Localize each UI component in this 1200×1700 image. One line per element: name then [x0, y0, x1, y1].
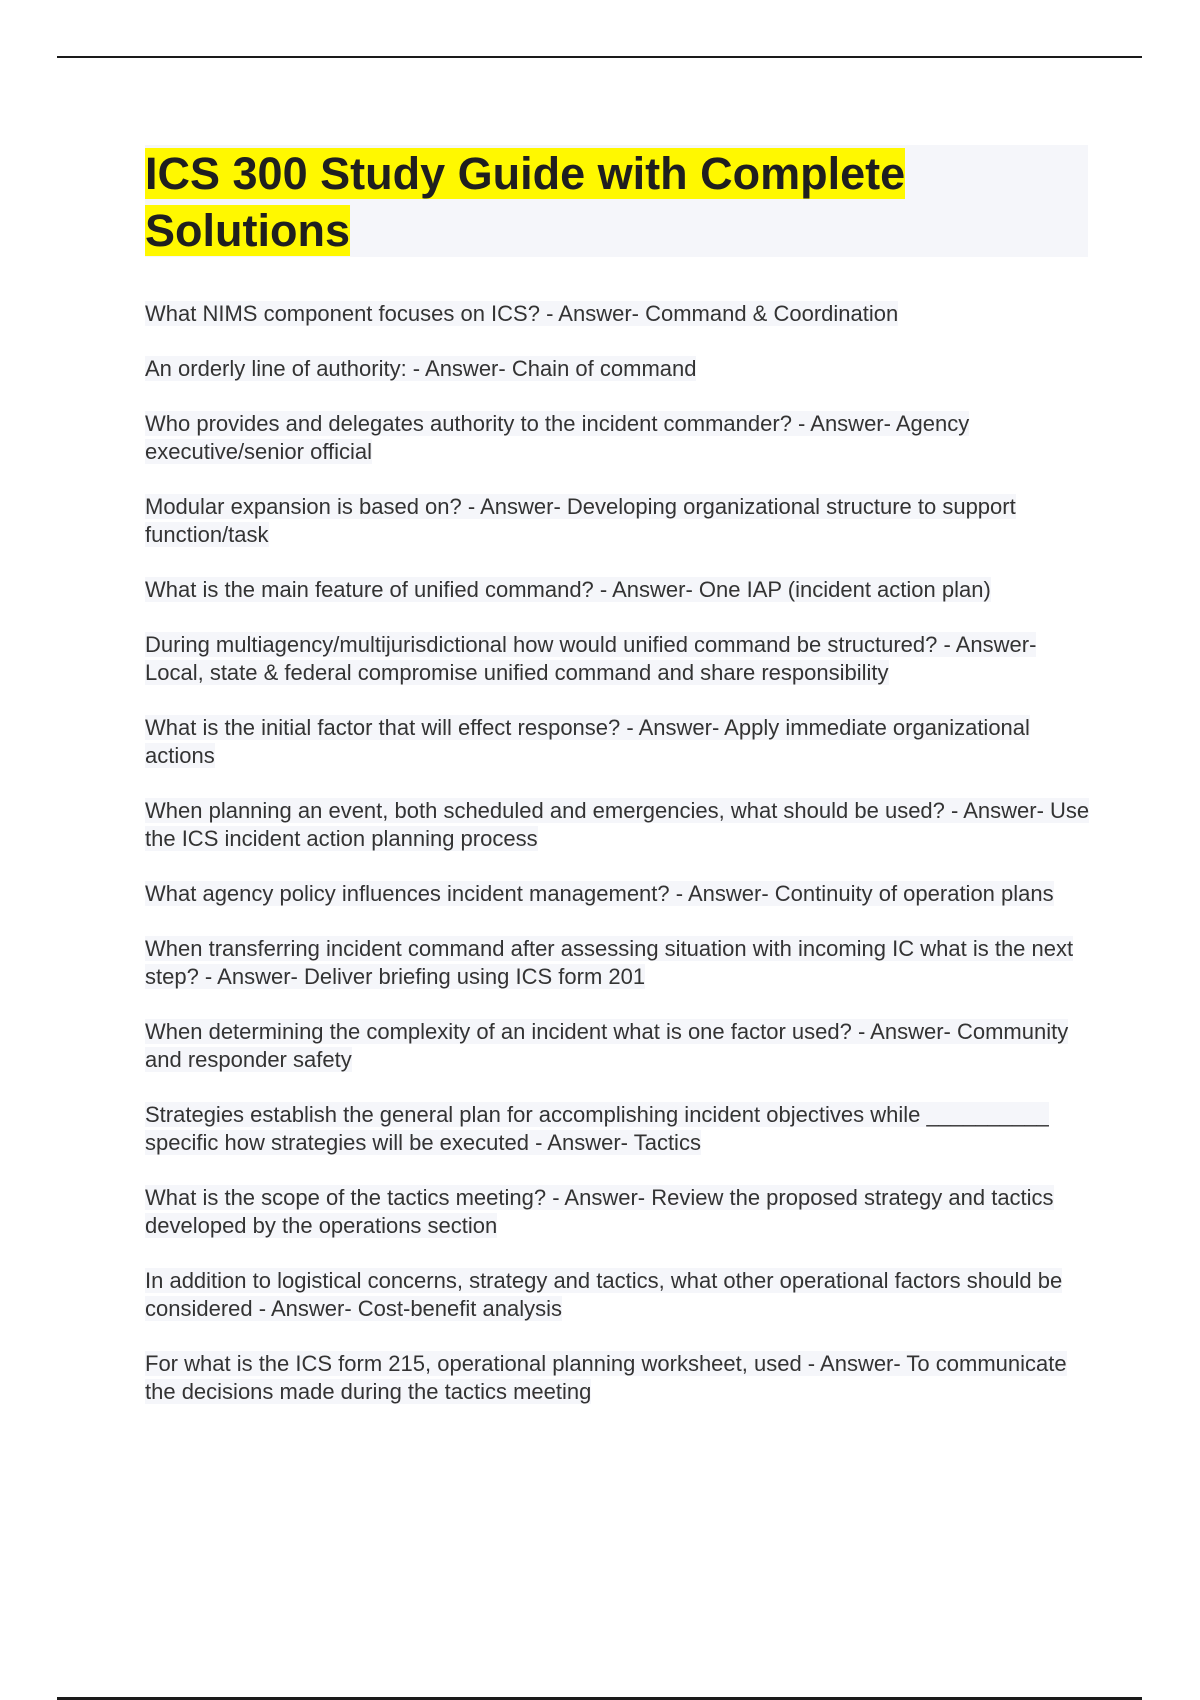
qa-item: During multiagency/multijurisdictional how would unified command be structured? - Answer- Local, state & federal compromise unified command and share responsibility	[145, 632, 1037, 685]
title-highlight: ICS 300 Study Guide with Complete Solutions	[145, 148, 906, 256]
header-rule	[57, 56, 1142, 58]
qa-item: What is the scope of the tactics meeting? - Answer- Review the proposed strategy and tactics developed by the operations section	[145, 1185, 1054, 1238]
qa-item: What is the initial factor that will effect response? - Answer- Apply immediate organizational actions	[145, 715, 1030, 768]
qa-item: When transferring incident command after assessing situation with incoming IC what is the next step? - Answer- Deliver briefing using ICS form 201	[145, 936, 1074, 989]
qa-item: Modular expansion is based on? - Answer- Developing organizational structure to support function/task	[145, 494, 1016, 547]
qa-item: When determining the complexity of an incident what is one factor used? - Answer- Community and responder safety	[145, 1019, 1069, 1072]
qa-item: An orderly line of authority: - Answer- Chain of command	[145, 356, 697, 381]
qa-list	[145, 300, 1090, 1433]
document-title	[145, 145, 1088, 259]
qa-item: When planning an event, both scheduled and emergencies, what should be used? - Answer- Use the ICS incident action planning process	[145, 798, 1090, 851]
qa-item: What is the main feature of unified command? - Answer- One IAP (incident action plan)	[145, 577, 991, 602]
qa-item: In addition to logistical concerns, strategy and tactics, what other operational factors should be considered - Answer- Cost-benefit analysis	[145, 1268, 1063, 1321]
qa-item: Strategies establish the general plan for accomplishing incident objectives while __________ specific how strategies will be executed - Answer- Tactics	[145, 1102, 1049, 1155]
qa-item: What NIMS component focuses on ICS? - Answer- Command & Coordination	[145, 301, 899, 326]
title-block	[145, 145, 1088, 257]
qa-item: Who provides and delegates authority to the incident commander? - Answer- Agency executive/senior official	[145, 411, 970, 464]
qa-item: For what is the ICS form 215, operational planning worksheet, used - Answer- To communicate the decisions made during the tactics meeting	[145, 1351, 1067, 1404]
qa-item: What agency policy influences incident management? - Answer- Continuity of operation plans	[145, 881, 1054, 906]
